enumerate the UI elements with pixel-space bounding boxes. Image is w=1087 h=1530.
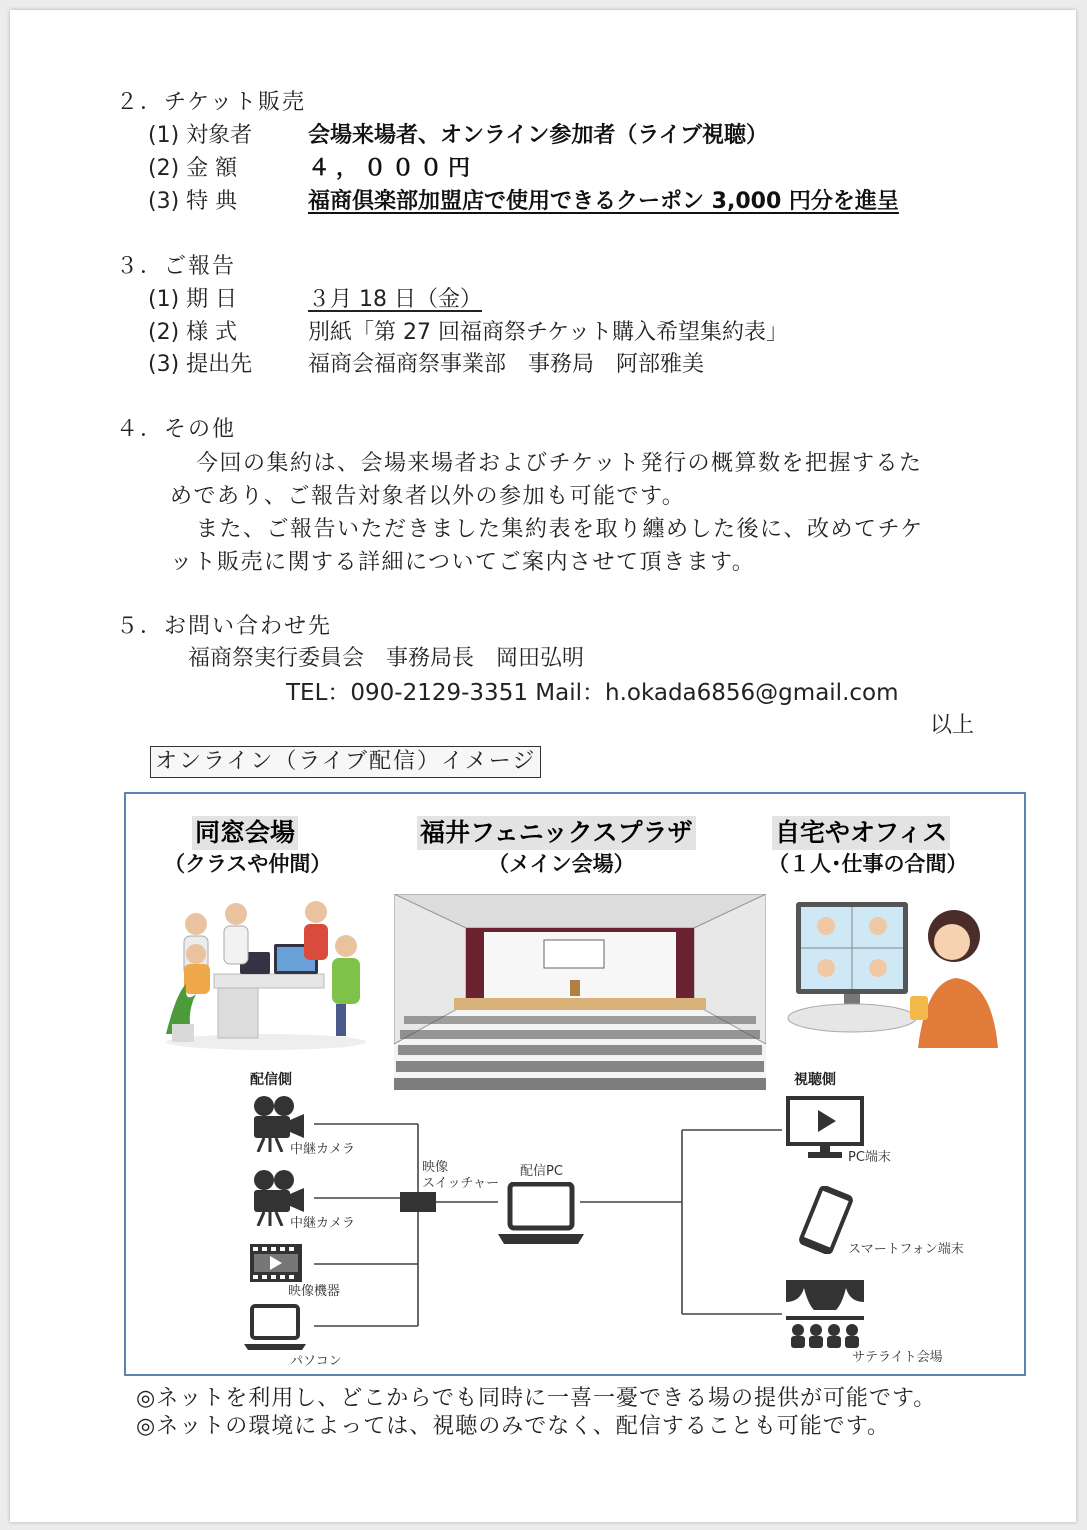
diagram-caption: オンライン（ライブ配信）イメージ [150,746,541,778]
sender-side-label: 配信側 [250,1072,292,1088]
source2-label: 中継カメラ [290,1216,356,1231]
section4-line3: また、ご報告いただきました集約表を取り纏めした後に、改めてチケ [196,517,924,542]
venue1-title: 同窓会場 [192,816,298,850]
venue3-title: 自宅やオフィス [772,816,950,850]
source4-label: パソコン [290,1354,342,1369]
video-player-icon [250,1244,302,1282]
connection-lines [126,794,1024,1374]
section4-line4: ット販売に関する詳細についてご案内させて頂きます。 [170,550,756,575]
satellite-venue-icon [786,1280,864,1350]
venue3-subtitle: （１人･仕事の合間） [768,852,968,876]
contact-line: TEL：090-2129-3351 Mail：h.okada6856@gmail.com [286,680,899,706]
section4-line1: 今回の集約は、会場来場者およびチケット発行の概算数を把握するた [196,451,923,476]
section2-item1-value: 会場来場者、オンライン参加者（ライブ視聴） [308,123,769,148]
document-page [10,10,1076,1522]
section2-heading: ２．チケット販売 [116,90,307,115]
output2-label: スマートフォン端末 [848,1242,964,1257]
section4-line2: めであり、ご報告対象者以外の参加も可能です。 [170,484,686,509]
venue1-subtitle: （クラスや仲間） [164,852,332,876]
section3-heading: ３．ご報告 [116,254,237,279]
closing-text: 以上 [930,713,975,738]
contact-name: 福商祭実行委員会 事務局長 岡田弘明 [188,646,585,671]
switcher-label-2: スイッチャー [422,1176,500,1191]
switcher-box [400,1192,436,1212]
section4-heading: ４．その他 [116,417,237,442]
section3-item2-value: 別紙「第 27 回福商祭チケット購入希望集約表」 [308,320,789,345]
streaming-diagram [124,792,1026,1376]
venue2-title: 福井フェニックスプラザ [417,816,696,850]
section2-item2-label: (2) 金 額 [148,156,238,181]
section2-item1-label: (1) 対象者 [148,123,253,148]
output1-label: PC端末 [848,1150,891,1165]
viewer-side-label: 視聴側 [794,1072,836,1088]
section2-item3-label: (3) 特 典 [148,189,238,214]
source3-label: 映像機器 [288,1284,341,1299]
section2-item2-value: ４，０００円 [308,156,477,181]
laptop-icon [498,1182,584,1244]
section3-item2-label: (2) 様 式 [148,320,238,345]
venue2-subtitle: （メイン会場） [488,852,635,876]
note-2: ◎ネットの環境によっては、視聴のみでなく、配信することも可能です。 [136,1414,890,1439]
source1-label: 中継カメラ [290,1142,356,1157]
switcher-label-1: 映像 [422,1160,449,1175]
section3-item1-label: (1) 期 日 [148,287,238,312]
section2-item3-value: 福商倶楽部加盟店で使用できるクーポン 3,000 円分を進呈 [308,189,899,214]
section3-item3-label: (3) 提出先 [148,352,253,377]
section3-item3-value: 福商会福商祭事業部 事務局 阿部雅美 [308,352,705,377]
note-1: ◎ネットを利用し、どこからでも同時に一喜一憂できる場の提供が可能です。 [136,1386,937,1411]
section3-item1-value: ３月 18 日（金） [308,287,482,312]
section5-heading: ５．お問い合わせ先 [116,614,333,639]
laptop-icon [244,1304,306,1350]
output3-label: サテライト会場 [852,1350,943,1365]
streaming-pc-label: 配信PC [520,1164,563,1179]
